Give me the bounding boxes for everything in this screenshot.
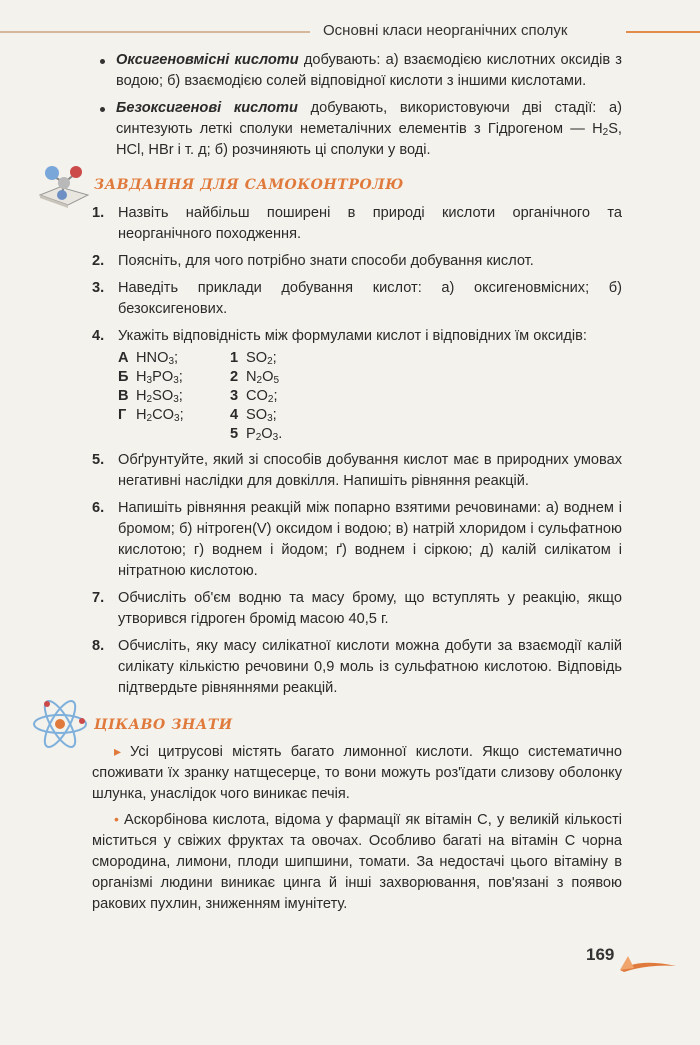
task-number: 5. (92, 452, 105, 468)
interesting-title: ЦІКАВО ЗНАТИ (94, 717, 233, 733)
task-item (92, 326, 622, 444)
acid-formulas (118, 349, 230, 444)
fact-paragraph (92, 809, 622, 915)
self-control-title: ЗАВДАННЯ ДЛЯ САМОКОНТРОЛЮ (94, 177, 404, 193)
task-item (92, 251, 622, 272)
task-number: 3. (92, 280, 105, 296)
term-oxygen-acids: Оксигеновмісні кислоти (116, 52, 299, 68)
acid-row: А $HNO_3$; (118, 350, 179, 367)
task-number: 8. (92, 638, 105, 654)
oxide-formulas (230, 349, 380, 444)
acid-row: Г $H_2CO_3$; (118, 407, 184, 424)
page-content (92, 50, 622, 919)
task-text: Наведіть приклади добування кислот: а) оксигеновмісних; б) безоксигенових. (118, 280, 622, 317)
fact-text: Аскорбінова кислота, відома у фармації як вітамін С, у великій кількості міститься у свіжих фруктах та овочах. Особливо багаті на вітамін С чорна смородина, лимони, плоди шипшини, томати. За недостачі цього вітаміну в організмі людини виникає цинга й інші захворювання, пов'язані з появою ракових пухлин, зниженням імунітету. (92, 812, 623, 912)
bullet-text: добувають: а) взаємодією кислотних оксидів з водою; б) взаємодією солей відповідної кислоти з іншими кислотами. (116, 52, 622, 89)
task-item (92, 203, 622, 245)
oxide-row: 4 $SO_3$; (230, 407, 277, 424)
oxide-row: 2 $N_2O_5$ (230, 369, 280, 386)
fact-marker: ▸ (114, 743, 131, 759)
task-text: Назвіть найбільш поширені в природі кислоти органічного та неорганічного походження. (118, 205, 622, 242)
task-number: 7. (92, 590, 105, 606)
acid-row: Б $H_3PO_3$; (118, 369, 183, 386)
header-rule-left (0, 31, 310, 33)
fact-text: Усі цитрусові містять багато лимонної кислоти. Якщо систематично споживати їх зранку натщесерце, то вони можуть роз'їдати слизову оболонку шлунка, унаслідок чого виникає печія. (92, 744, 622, 802)
task-number: 2. (92, 253, 105, 269)
atom-icon (30, 697, 90, 751)
task-text: Напишіть рівняння реакцій між попарно взятими речовинами: а) воднем і бромом; б) нітроген(V) оксидом і водою; в) натрій хлоридом і сульфатною кислотою; г) воднем і йодом; ґ) воднем і сіркою; д) калій силікатом і нітратною кислотою. (118, 500, 622, 579)
task-item (92, 278, 622, 320)
task-item (92, 498, 622, 582)
task-text: Поясніть, для чого потрібно знати способи добування кислот. (118, 253, 534, 269)
fact-paragraph (92, 741, 622, 805)
page-arrow-icon (618, 950, 678, 972)
task-item (92, 588, 622, 630)
task-item (92, 636, 622, 699)
task-text: Укажіть відповідність між формулами кислот і відповідних їм оксидів: (118, 328, 587, 344)
self-control-heading (92, 167, 622, 203)
task-text: Обчисліть, яку масу силікатної кислоти можна добути за взаємодії калій силікату кількістю речовини 0,9 моль із сульфатною кислотою. Відповідь підтвердьте рівняннями реакцій. (118, 638, 622, 696)
bullet-oxygen-acids (92, 50, 622, 92)
oxide-row: 5 $P_2O_3$. (230, 426, 283, 443)
task-number: 6. (92, 500, 105, 516)
molecule-book-icon (34, 161, 92, 209)
term-oxygen-free-acids: Безоксигенові кислоти (116, 100, 298, 116)
page-number: 169 (586, 945, 615, 964)
bullet-oxygen-free-acids: Безоксигенові кислоти добувають, використовуючи дві стадії: а) синтезують леткі сполуки неметалічних елементів з Гідрогеном — $H_2S$, HCl, HBr і т. д; б) розчиняють ці сполуки у воді. (92, 98, 622, 161)
task-text: Обчисліть об'єм водню та масу брому, що вступлять у реакцію, якщо утворився гідроген бромід масою 40,5 г. (118, 590, 622, 627)
page-header (0, 18, 700, 48)
fact-marker: • (114, 811, 124, 827)
bullet-text: добувають, використовуючи дві стадії: а) синтезують леткі сполуки неметалічних елементів з Гідрогеном — H (116, 100, 622, 137)
oxide-row: 1 $SO_2$; (230, 350, 277, 367)
task-text: Обґрунтуйте, який зі способів добування кислот має в природних умовах негативні наслідки для довкілля. Напишіть рівняння реакцій. (118, 452, 622, 489)
header-title: Основні класи неорганічних сполук (323, 22, 568, 39)
bullet-text-end: розчиняють ці сполуки у воді. (227, 142, 431, 158)
acid-row: В $H_2SO_3$; (118, 388, 183, 405)
interesting-heading (92, 709, 622, 741)
header-rule-right (626, 31, 700, 33)
bullet-dot (100, 107, 105, 112)
oxide-row: 3 $CO_2$; (230, 388, 278, 405)
task-number: 1. (92, 205, 105, 221)
bullet-dot (100, 59, 105, 64)
task-item (92, 450, 622, 492)
formula-matching-table (118, 349, 622, 444)
task-number: 4. (92, 328, 105, 344)
